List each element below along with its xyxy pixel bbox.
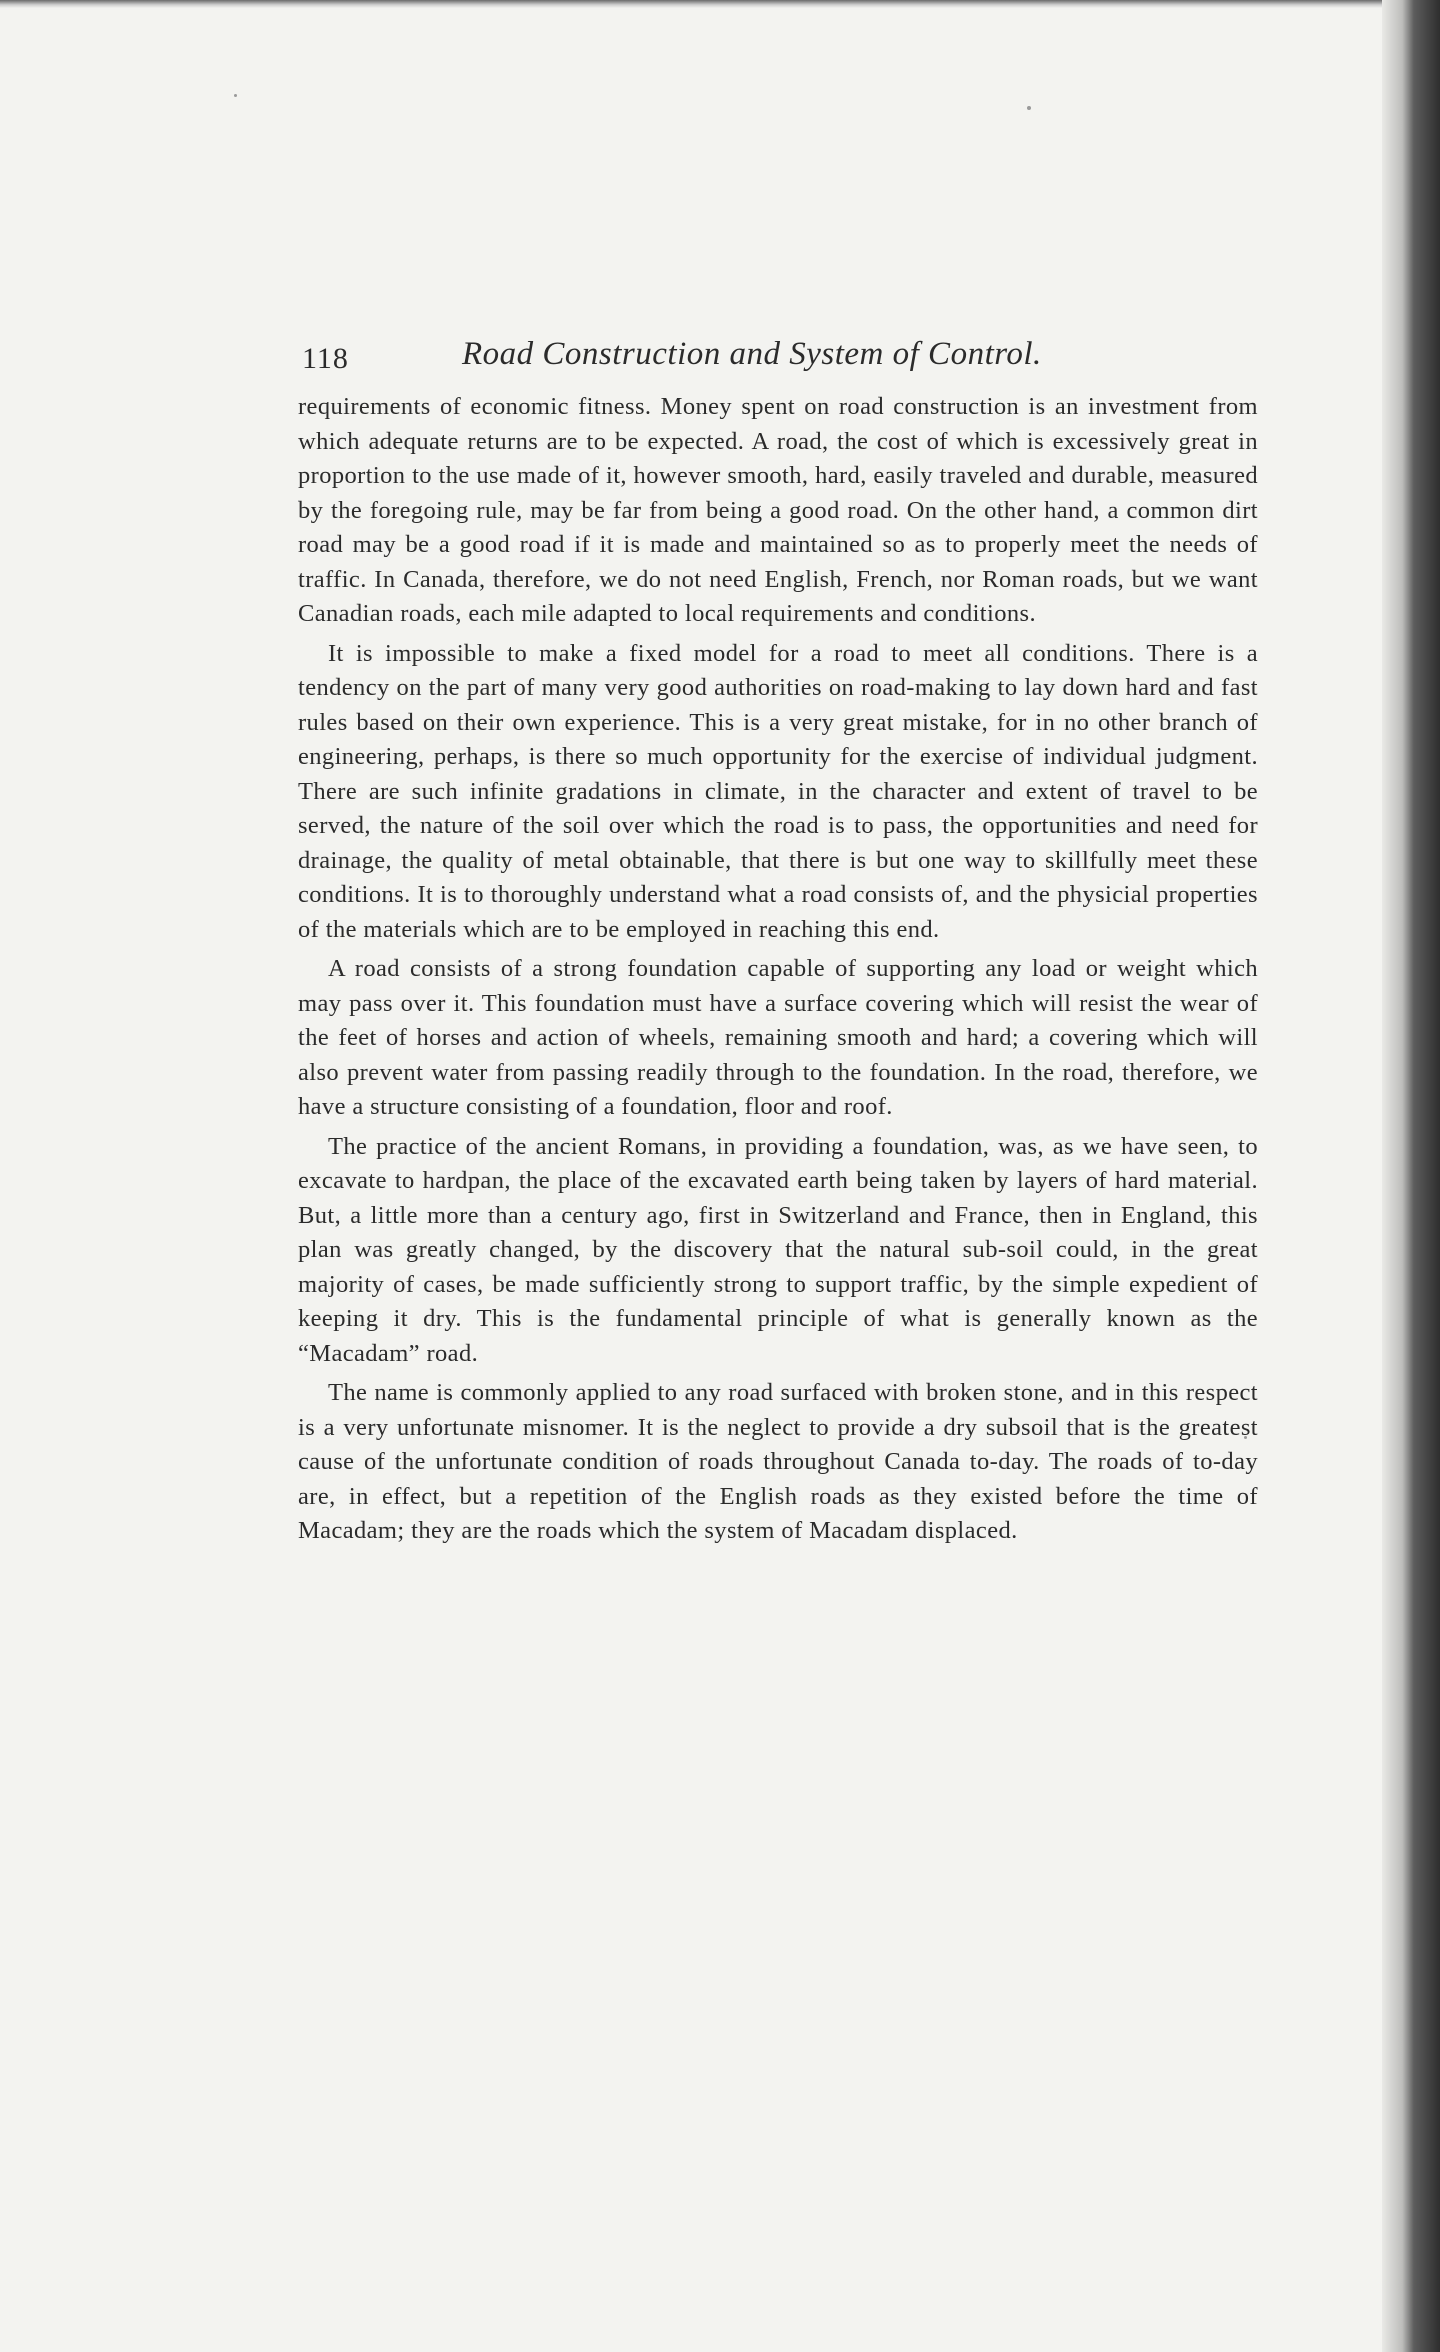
book-page — [298, 326, 1258, 1554]
paragraph: A road consists of a strong foundation capable of supporting any load or weight which may pass over it. This foundation must have a surface covering which will resist the wear of the feet of horses and action of wheels, remaining smooth and hard; a covering which will also prevent water from passing readily through to the foundation. In the road, therefore, we have a structure consisting of a foundation, floor and roof. — [298, 955, 1258, 1120]
scan-speck — [1027, 106, 1031, 110]
paragraph: The practice of the ancient Romans, in providing a foundation, was, as we have seen, to excavate to hardpan, the place of the excavated earth being taken by layers of hard material. But, a little more than a century ago, first in Switzerland and France, then in England, this plan was greatly changed, by the discovery that the natural sub-soil could, in the great majority of cases, be made sufficiently strong to support traffic, by the simple expedient of keeping it dry. This is the fundamental principle of what is generally known as the “Macadam” road. — [298, 1132, 1258, 1367]
running-head — [298, 326, 1258, 386]
scan-top-edge — [0, 0, 1440, 8]
body-text — [298, 390, 1258, 1549]
scan-page-edge-shadow — [1382, 0, 1440, 2352]
running-title: Road Construction and System of Control. — [462, 336, 1042, 372]
paragraph: It is impossible to make a fixed model for a road to meet all conditions. There is a tendency on the part of many very good authorities on road-making to lay down hard and fast rules based on their own experience. This is a very great mistake, for in no other branch of engineering, perhaps, is there so much opportunity for the exercise of individual judgment. There are such infinite gradations in climate, in the character and extent of travel to be served, the nature of the soil over which the road is to pass, the opportunities and need for drainage, the quality of metal obtainable, that there is but one way to skillfully meet these conditions. It is to thoroughly understand what a road consists of, and the physicial properties of the materials which are to be employed in reaching this end. — [298, 639, 1258, 943]
page-number: 118 — [302, 342, 349, 375]
scan-speck — [234, 94, 237, 97]
paragraph: requirements of economic fitness. Money spent on road construction is an investment from which adequate returns are to be expected. A road, the cost of which is excessively great in proportion to the use made of it, however smooth, hard, easily traveled and durable, measured by the foregoing rule, may be far from being a good road. On the other hand, a common dirt road may be a good road if it is made and maintained so as to properly meet the needs of traffic. In Canada, therefore, we do not need English, French, nor Roman roads, but we want Canadian roads, each mile adapted to local requirements and conditions. — [298, 393, 1258, 627]
paragraph: The name is commonly applied to any road surfaced with broken stone, and in this respect is a very unfortunate misnomer. It is the neglect to provide a dry subsoil that is the greatest cause of the unfortunate condition of roads throughout Canada to-day. The roads of to-day are, in effect, but a repetition of the English roads as they existed before the time of Macadam; they are the roads which the system of Macadam displaced. — [298, 1379, 1258, 1544]
